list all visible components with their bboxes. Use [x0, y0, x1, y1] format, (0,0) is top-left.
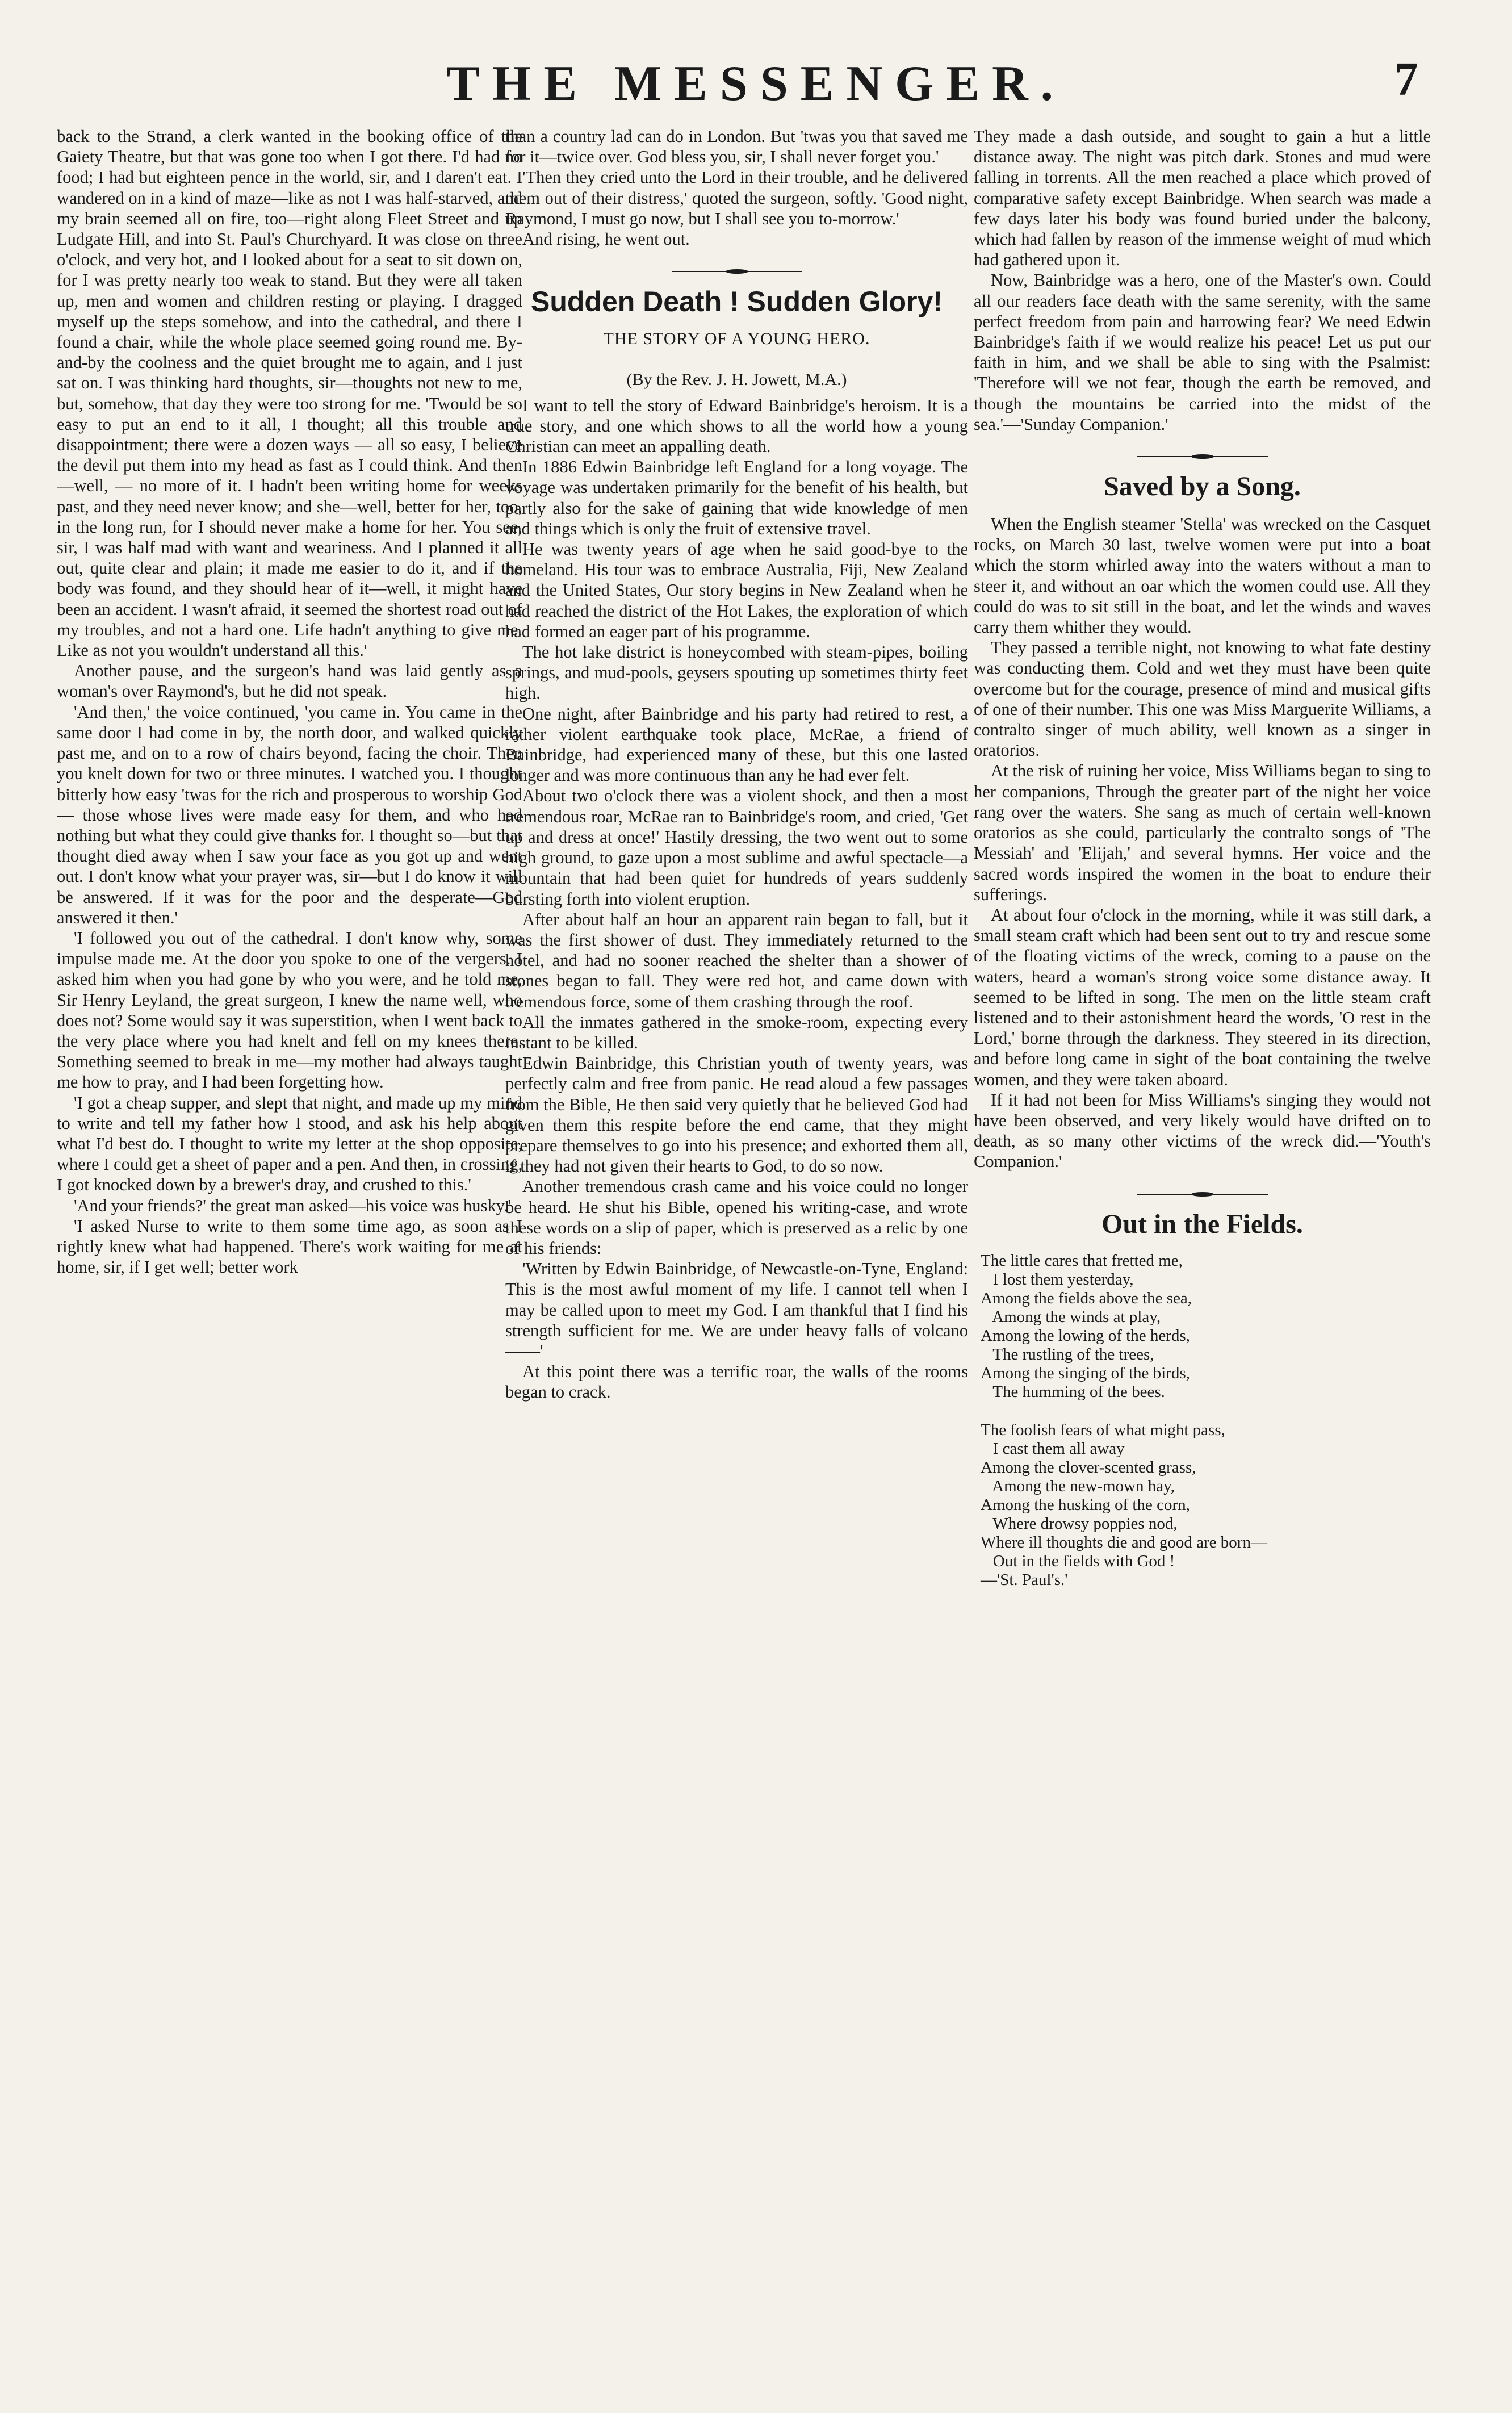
paragraph: He was twenty years of age when he said good-bye to the homeland. His tour was to embrace Australia, Fiji, New Zealand and the United States, Our story begins in New Zealand when he had reached the district of the Hot Lakes, the exploration of which had formed an eager part of his programme.: [505, 540, 968, 641]
paragraph: At the risk of ruining her voice, Miss Williams began to sing to her companions, Through the greater part of the night her voice rang over the waters. She sang as much of certain well-known oratorios as she could, particularly the contralto songs of 'The Messiah' and 'Elijah,' and several hymns. Her voice and the sacred words inspired the women in the boat to endure their sufferings.: [974, 761, 1431, 904]
stanza-break: [981, 1402, 1431, 1421]
paragraph: The hot lake district is honeycombed with steam-pipes, boiling springs, and mud-pools, geysers spouting up sometimes thirty feet high.: [505, 642, 968, 703]
paragraph: They passed a terrible night, not knowing to what fate destiny was conducting them. Cold and wet they must have been quite overcome but for the courage, presence of mind and musical gifts of one of their number. This one was Miss Marguerite Williams, a contralto singer of much ability, well known as a singer in oratorios.: [974, 638, 1431, 760]
paragraph: 'I asked Nurse to write to them some time ago, as soon as I rightly knew what had happened. There's work waiting for me at home, sir, if I get well; better work: [57, 1216, 522, 1277]
column-2: [505, 126, 968, 2375]
masthead-title: THE MESSENGER.: [446, 56, 1066, 111]
article-headline: Sudden Death ! Sudden Glory!: [530, 286, 943, 318]
poem-line: Out in the fields with God !: [981, 1551, 1175, 1570]
paragraph: 'I followed you out of the cathedral. I don't know why, some impulse made me. At the door you spoke to one of the vergers. I asked him when you had gone by who you were, and he told me, Sir Henry Leyland, the great surgeon, I knew the name well, who does not? Some would say it was superstition, when I went back to the very place where you had knelt and fell on my knees there. Something seemed to break in me—my mother had always taught me how to pray, and I had been forgetting how.: [57, 928, 522, 1092]
paragraph: One night, after Bainbridge and his party had retired to rest, a rather violent earthquake took place, McRae, a friend of Bainbridge, had experienced many of these, but this one lasted longer and was more continuous than any he had ever felt.: [505, 704, 968, 785]
poem-line: Where ill thoughts die and good are born—: [981, 1533, 1267, 1551]
poem-line: The little cares that fretted me,: [981, 1251, 1183, 1270]
poem-line: The rustling of the trees,: [981, 1345, 1154, 1364]
poem-line: I lost them yesterday,: [981, 1270, 1134, 1289]
page-number: 7: [1394, 53, 1418, 106]
paragraph: At about four o'clock in the morning, while it was still dark, a small steam craft which had been sent out to try and rescue some of the floating victims of the wreck, coming to a pause on the waters, heard a woman's strong voice some distance away. It seemed to be lifted in song. The men on the little steam craft listened and to their astonishment heard the words, 'O rest in the Lord,' borne through the darkness. They steered in its direction, and before long came in sight of the boat containing the twelve women, and they were taken aboard.: [974, 905, 1431, 1089]
paragraph: When the English steamer 'Stella' was wrecked on the Casquet rocks, on March 30 last, twelve women were put into a boat which the storm whirled away into the waters without a man to steer it, and without an oar which the women could use. All they could do was to sit still in the boat, and let the winds and waves carry them whither they would.: [974, 515, 1431, 637]
poem-headline: Out in the Fields.: [1101, 1208, 1303, 1239]
poem-line: The humming of the bees.: [981, 1382, 1165, 1401]
poem-line: Among the husking of the corn,: [981, 1495, 1190, 1514]
poem-line: The foolish fears of what might pass,: [981, 1420, 1225, 1439]
poem-line: Among the fields above the sea,: [981, 1289, 1192, 1307]
paragraph: 'And your friends?' the great man asked—his voice was husky.': [74, 1195, 512, 1215]
paragraph: 'I got a cheap supper, and slept that night, and made up my mind to write and tell my father how I stood, and ask his help about what I'd best do. I thought to write my letter at the shop opposite, where I could get a sheet of paper and a pen. And then, in crossing, I got knocked down by a brewer's dray, and crushed to this.': [57, 1093, 522, 1195]
paragraph: Another tremendous crash came and his voice could no longer be heard. He shut his Bible, opened his writing-case, and wrote these words on a slip of paper, which is preserved as a relic by one of his friends:: [505, 1177, 968, 1258]
paragraph: back to the Strand, a clerk wanted in the booking office of the Gaiety Theatre, but that was gone too when I got there. I'd had no food; I had but eighteen pence in the world, sir, and I daren't eat. I wandered on in a kind of maze—like as not I was half-starved, and my brain seemed all on fire, too—right along Fleet Street and up Ludgate Hill, and into St. Paul's Churchyard. It was close on three o'clock, and very hot, and I looked about for a seat to sit down on, for I was pretty nearly too weak to stand. But they were all taken up, men and women and children resting or playing. I dragged myself up the steps somehow, and into the cathedral, and there I found a chair, while the whole place seemed going round me. By-and-by the coolness and the quiet brought me to again, and I just sat on. I was thinking hard thoughts, sir—thoughts not new to me, but, somehow, that day they were too strong for me. 'Twould be so easy to put an end to it all, I thought; all this trouble and disappointment; there were a dozen ways — all so easy, I believe the devil put them into my head as fast as I could think. And then—well, — no more of it. I hadn't been writing home for weeks past, and they need never know; and she—well, better for her, too, in the long run, for I should never make a home for her. You see, sir, I was half mad with want and weariness. And I planned it all out, quite clear and plain; it made me easier to do it, and if the body was found, and they should hear of it—well, it might have been an accident. I wasn't afraid, it seemed the shortest road out of my troubles, and not a hard one. Life hadn't anything to give me. Like as not you wouldn't understand all this.': [57, 127, 522, 660]
paragraph: I want to tell the story of Edward Bainbridge's heroism. It is a true story, and one which shows to all the world how a young Christian can meet an appalling death.: [505, 395, 968, 457]
paragraph: Now, Bainbridge was a hero, one of the Master's own. Could all our readers face death with the same serenity, with the same perfect freedom from pain and harrowing fear? We need Edwin Bainbridge's faith if we would realize his peace! Let us put our faith in him, and we shall be able to sing with the Psalmist: 'Therefore will we not fear, though the earth be removed, and though the mountains be carried into the midst of the sea.'—'Sunday Companion.': [974, 270, 1431, 434]
paragraph: Another pause, and the surgeon's hand was laid gently as a woman's over Raymond's, but he did not speak.: [57, 661, 522, 701]
poem-line: Among the winds at play,: [981, 1307, 1161, 1326]
paragraph: After about half an hour an apparent rain began to fall, but it was the first shower of dust. They immediately returned to the hotel, and had no sooner reached the shelter than a shower of stones began to fall. They were red hot, and came down with tremendous force, some of them crashing through the roof.: [505, 909, 968, 1011]
paragraph: At this point there was a terrific roar, the walls of the rooms began to crack.: [505, 1362, 968, 1402]
paragraph: In 1886 Edwin Bainbridge left England for a long voyage. The voyage was undertaken primarily for the benefit of his health, but partly also for the sake of gaining that wide knowledge of men and things which is only the fruit of extensive travel.: [505, 457, 968, 538]
section-divider: [1137, 1189, 1268, 1199]
paragraph: 'And then,' the voice continued, 'you came in. You came in the same door I had come in by, the north door, and walked quickly past me, and on to a row of chairs beyond, facing the choir. Then you knelt down for two or three minutes. I watched you. I thought bitterly how easy 'twas for the rich and prosperous to worship God — those whose lives were made easy for them, and who had nothing but what they could give thanks for. I thought so—but that thought died away when I saw your face as you got up and went out. I don't know what your prayer was, sir—but I do know it will be answered. If it was for the poor and the desperate—God answered it then.': [57, 702, 522, 927]
poem-credit: —'St. Paul's.': [981, 1570, 1068, 1589]
column-3: [974, 126, 1431, 2375]
paragraph: They made a dash outside, and sought to gain a hut a little distance away. The night was pitch dark. Stones and mud were falling in torrents. All the men reached a place which proved of comparative safety except Bainbridge. When search was made a few days later his body was found buried under the balcony, which had fallen by reason of the immense weight of mud which had gathered upon it.: [974, 127, 1431, 270]
paragraph: 'Then they cried unto the Lord in their trouble, and he delivered them out of their distress,' quoted the surgeon, softly. 'Good night, Raymond, I must go now, but I shall see you to-morrow.': [505, 168, 968, 228]
song-headline: Saved by a Song.: [1104, 471, 1301, 502]
paragraph: Edwin Bainbridge, this Christian youth of twenty years, was perfectly calm and free from panic. He read aloud a few passages from the Bible, He then said very quietly that he believed God had given them this respite before the end came, that they might prepare themselves to go into his presence; and exhorted them all, if they had not given their hearts to God, to do so now.: [505, 1053, 968, 1176]
column-1: [57, 126, 522, 2375]
article-subhead: THE STORY OF A YOUNG HERO.: [603, 329, 870, 349]
paragraph: About two o'clock there was a violent shock, and then a most tremendous roar, McRae ran to Bainbridge's room, and cried, 'Get up and dress at once!' Hastily dressing, the two went out to some high ground, to gaze upon a most sublime and awful spectacle—a mountain that had been quiet for hundreds of years suddenly bursting forth into violent eruption.: [505, 786, 968, 909]
poem-line: Among the new-mown hay,: [981, 1477, 1175, 1495]
section-divider: [1137, 451, 1268, 462]
poem-line: Where drowsy poppies nod,: [981, 1514, 1178, 1533]
poem-line: Among the lowing of the herds,: [981, 1326, 1190, 1345]
paragraph: than a country lad can do in London. But 'twas you that saved me for it—twice over. God bless you, sir, I shall never forget you.': [505, 127, 968, 167]
paragraph: If it had not been for Miss Williams's singing they would not have been observed, and very likely would have drifted on to death, as so many other victims of the wreck did.—'Youth's Companion.': [974, 1090, 1431, 1172]
article-byline: (By the Rev. J. H. Jowett, M.A.): [626, 370, 847, 390]
paragraph: All the inmates gathered in the smoke-room, expecting every instant to be killed.: [505, 1012, 968, 1052]
paragraph: And rising, he went out.: [522, 229, 690, 249]
poem-line: Among the clover-scented grass,: [981, 1458, 1196, 1477]
poem-line: I cast them all away: [981, 1439, 1125, 1458]
section-divider: [672, 266, 802, 277]
poem-line: Among the singing of the birds,: [981, 1364, 1190, 1382]
paragraph: 'Written by Edwin Bainbridge, of Newcastle-on-Tyne, England: This is the most awful moment of my life. I cannot tell when I may be called upon to meet my God. I am thankful that I find his strength sufficient for me. We are under heavy falls of volcano——': [505, 1259, 968, 1361]
poem: [981, 1252, 1431, 1590]
